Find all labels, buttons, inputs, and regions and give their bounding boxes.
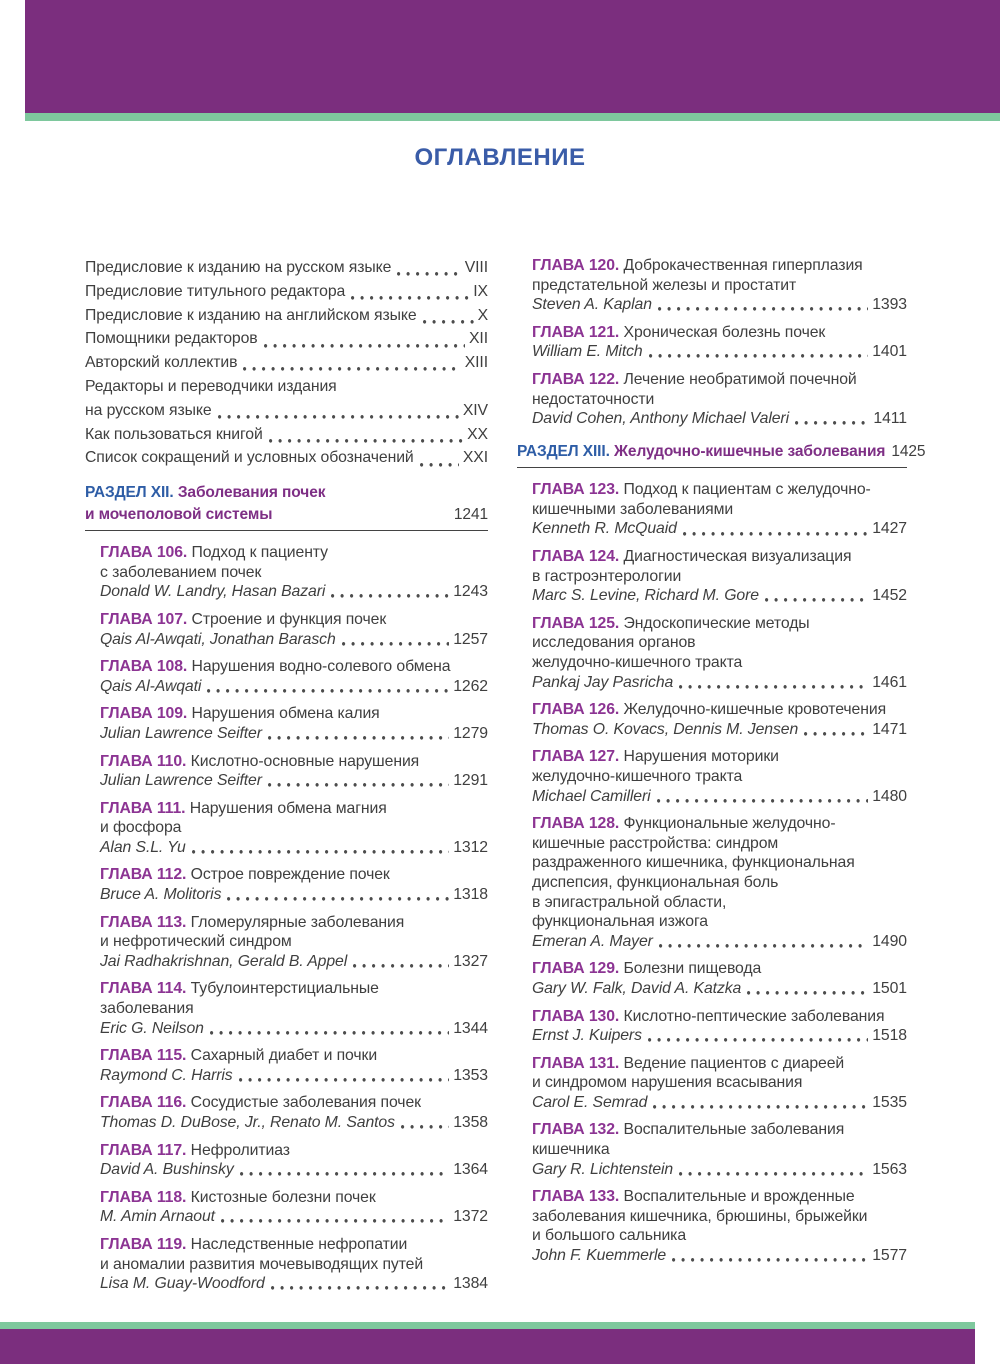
dot-leader	[423, 304, 474, 328]
section-rule	[517, 467, 907, 468]
chapter-page-number: 1384	[453, 1275, 488, 1293]
section-page-number: 1241	[453, 505, 488, 523]
dot-leader	[271, 1274, 450, 1294]
toc-line	[100, 1019, 488, 1039]
toc-line	[532, 673, 907, 693]
chapter-title-line: ГЛАВА 108. Нарушения водно-солевого обмена	[100, 658, 451, 676]
chapter-number: ГЛАВА 111.	[100, 799, 190, 817]
chapter-entry	[517, 547, 907, 606]
front-entry-label: Предисловие к изданию на русском языке	[85, 259, 392, 276]
toc-line	[100, 724, 488, 744]
chapter-page-number: 1372	[453, 1208, 488, 1226]
chapter-author: David Cohen, Anthony Michael Valeri	[532, 410, 789, 428]
chapter-entry	[85, 979, 488, 1038]
chapter-title-line: ГЛАВА 125. Эндоскопические методы	[532, 614, 810, 632]
dot-leader	[658, 295, 868, 315]
dot-leader	[353, 952, 449, 972]
chapter-title-line: заболевания кишечника, брюшины, брыжейки	[532, 1207, 868, 1225]
dot-leader	[351, 280, 469, 304]
chapter-number: ГЛАВА 120.	[532, 257, 624, 274]
front-entry-label: Как пользоваться книгой	[85, 425, 263, 443]
chapter-page-number: 1262	[453, 677, 488, 695]
chapter-entry	[85, 1235, 488, 1294]
chapter-author: John F. Kuemmerle	[532, 1247, 667, 1265]
toc-line	[532, 1026, 907, 1046]
chapter-page-number: 1427	[872, 520, 907, 538]
toc-column-left	[85, 256, 488, 1302]
toc-line	[85, 280, 488, 304]
page-number: VIII	[464, 259, 488, 276]
section-first-line	[517, 441, 885, 463]
chapter-page-number: 1312	[453, 838, 488, 856]
chapter-page-number: 1358	[453, 1114, 488, 1132]
chapter-author: Qais Al-Awqati	[100, 677, 202, 695]
dot-leader	[207, 677, 449, 697]
chapter-author: Steven A. Kaplan	[532, 296, 652, 314]
chapter-author: Michael Camilleri	[532, 787, 651, 805]
chapter-entry	[517, 370, 907, 429]
section-title-line	[85, 482, 488, 504]
chapter-page-number: 1480	[872, 787, 907, 805]
chapter-title-line: в эпигастральной области,	[532, 893, 727, 911]
chapter-page-number: 1364	[453, 1161, 488, 1179]
toc-line	[532, 295, 907, 315]
chapter-title-line: ГЛАВА 131. Ведение пациентов с диареей	[532, 1054, 845, 1072]
section-number: РАЗДЕЛ XIII.	[517, 442, 615, 460]
chapter-entry	[517, 480, 907, 539]
toc-line	[532, 342, 907, 362]
chapter-number: ГЛАВА 118.	[100, 1188, 191, 1206]
dot-leader	[747, 979, 868, 999]
chapter-number: ГЛАВА 108.	[100, 658, 192, 676]
section-title: и мочеполовой системы	[85, 505, 273, 523]
toc-line	[85, 399, 488, 423]
toc-line	[100, 952, 488, 972]
chapter-title-line: ГЛАВА 115. Сахарный диабет и почки	[100, 1047, 378, 1065]
chapter-number: ГЛАВА 122.	[532, 370, 624, 388]
chapter-author: Donald W. Landry, Hasan Bazari	[100, 583, 326, 601]
toc-line	[85, 446, 488, 470]
chapter-author: Gary W. Falk, David A. Katzka	[532, 979, 742, 997]
toc-line	[85, 423, 488, 447]
page-number: XIII	[464, 354, 488, 372]
dot-leader	[679, 1160, 868, 1180]
chapter-page-number: 1243	[453, 583, 488, 601]
dot-leader	[227, 885, 449, 905]
chapter-entry	[85, 913, 488, 972]
dot-leader	[342, 630, 450, 650]
chapter-title-line: ГЛАВА 120. Доброкачественная гиперплазия	[532, 257, 863, 274]
chapter-title-line: ГЛАВА 121. Хроническая болезнь почек	[532, 323, 826, 341]
chapter-author: Marc S. Levine, Richard M. Gore	[532, 587, 759, 605]
chapter-number: ГЛАВА 119.	[100, 1235, 191, 1253]
chapter-author: Alan S.L. Yu	[100, 838, 186, 856]
chapter-number: ГЛАВА 121.	[532, 323, 624, 341]
chapter-entry	[85, 752, 488, 791]
toc-line	[532, 519, 907, 539]
chapter-author: Eric G. Neilson	[100, 1019, 204, 1037]
chapter-title-line: функциональная изжога	[532, 913, 708, 931]
chapter-number: ГЛАВА 133.	[532, 1188, 624, 1206]
toc-line	[100, 1207, 488, 1227]
chapter-page-number: 1344	[453, 1019, 488, 1037]
toc-line	[85, 327, 488, 351]
toc-line	[532, 720, 907, 740]
section-number: РАЗДЕЛ XII.	[85, 484, 178, 502]
chapter-page-number: 1461	[872, 673, 907, 691]
chapter-author: Qais Al-Awqati, Jonathan Barasch	[100, 630, 336, 648]
dot-leader	[649, 342, 869, 362]
chapter-number: ГЛАВА 113.	[100, 913, 191, 931]
chapter-title-line: и большого сальника	[532, 1227, 687, 1245]
chapter-title-line: ГЛАВА 126. Желудочно-кишечные кровотечения	[532, 701, 887, 719]
chapter-entry	[517, 700, 907, 739]
chapter-author: Pankaj Jay Pasricha	[532, 673, 674, 691]
chapter-number: ГЛАВА 127.	[532, 748, 624, 766]
chapter-entry	[85, 657, 488, 696]
chapter-title-line: ГЛАВА 122. Лечение необратимой почечной	[532, 370, 857, 388]
chapter-page-number: 1353	[453, 1066, 488, 1084]
chapter-page-number: 1518	[872, 1027, 907, 1045]
chapter-number: ГЛАВА 114.	[100, 980, 191, 998]
chapter-page-number: 1327	[453, 952, 488, 970]
page-number: XX	[467, 425, 488, 443]
chapter-entry	[517, 614, 907, 692]
chapter-number: ГЛАВА 125.	[532, 614, 624, 632]
toc-line	[517, 441, 926, 463]
chapter-title-line: в гастроэнтерологии	[532, 567, 682, 585]
dot-leader	[420, 446, 459, 470]
chapter-title-line: предстательной железы и простатит	[532, 276, 797, 294]
chapter-page-number: 1563	[872, 1160, 907, 1178]
footer-accent-line	[0, 1322, 975, 1329]
chapter-author: Carol E. Semrad	[532, 1093, 648, 1111]
chapter-title-line: диспепсия, функциональная боль	[532, 873, 779, 891]
page-title: ОГЛАВЛЕНИЕ	[414, 144, 586, 171]
toc-line	[532, 787, 907, 807]
chapter-title-line: и фосфора	[100, 819, 182, 837]
toc-line	[532, 409, 907, 429]
chapter-title-line: кишечными заболеваниями	[532, 500, 734, 518]
chapter-entry	[85, 610, 488, 649]
chapter-number: ГЛАВА 131.	[532, 1054, 624, 1072]
page-number: XXI	[462, 449, 488, 467]
chapter-title-line: ГЛАВА 129. Болезни пищевода	[532, 960, 762, 978]
dot-leader	[218, 399, 459, 423]
toc-line	[100, 885, 488, 905]
dot-leader	[679, 673, 868, 693]
front-entry-label: Список сокращений и условных обозначений	[85, 449, 414, 467]
chapter-page-number: 1401	[872, 343, 907, 361]
chapter-entry	[517, 747, 907, 806]
chapter-entry	[517, 256, 907, 315]
chapter-number: ГЛАВА 129.	[532, 960, 624, 978]
toc-front-entry	[85, 280, 488, 304]
section-rule	[85, 530, 488, 531]
chapter-title-line: и синдромом нарушения всасывания	[532, 1074, 803, 1092]
dot-leader	[672, 1246, 868, 1266]
toc-front-entry	[85, 423, 488, 447]
toc-line	[100, 582, 488, 602]
chapter-entry	[85, 799, 488, 858]
chapter-number: ГЛАВА 130.	[532, 1007, 624, 1025]
dot-leader	[240, 1160, 450, 1180]
dot-leader	[683, 519, 868, 539]
dot-leader	[401, 1113, 449, 1133]
dot-leader	[192, 838, 450, 858]
chapter-page-number: 1279	[453, 724, 488, 742]
chapter-entry	[517, 814, 907, 951]
header-bar	[25, 0, 1000, 113]
chapter-title-line: ГЛАВА 116. Сосудистые заболевания почек	[100, 1094, 421, 1112]
toc-front-entry	[85, 351, 488, 375]
chapter-title-line: ГЛАВА 114. Тубулоинтерстициальные	[100, 980, 379, 998]
dot-leader	[795, 409, 869, 429]
dot-leader	[331, 582, 449, 602]
chapter-author: Thomas D. DuBose, Jr., Renato M. Santos	[100, 1114, 395, 1132]
chapter-entry	[85, 1188, 488, 1227]
section-page-number: 1425	[891, 442, 926, 460]
chapter-entry	[85, 1093, 488, 1132]
chapter-title-line: ГЛАВА 127. Нарушения моторики	[532, 748, 779, 766]
chapter-author: Gary R. Lichtenstein	[532, 1160, 674, 1178]
chapter-author: Julian Lawrence Seifter	[100, 772, 262, 790]
toc-line	[532, 586, 907, 606]
chapter-author: Ernst J. Kuipers	[532, 1027, 642, 1045]
chapter-title-line: желудочно-кишечного тракта	[532, 767, 743, 785]
chapter-number: ГЛАВА 109.	[100, 705, 192, 723]
chapter-title-line: ГЛАВА 128. Функциональные желудочно-	[532, 815, 836, 833]
chapter-title-line: ГЛАВА 112. Острое повреждение почек	[100, 866, 390, 884]
chapter-entry	[85, 1046, 488, 1085]
chapter-title-line: ГЛАВА 110. Кислотно-основные нарушения	[100, 752, 420, 770]
dot-leader	[648, 1026, 868, 1046]
chapter-number: ГЛАВА 115.	[100, 1047, 191, 1065]
header-accent-line	[25, 113, 1000, 121]
chapter-page-number: 1471	[872, 720, 907, 738]
page-number: IX	[473, 282, 488, 300]
chapter-title-line: желудочно-кишечного тракта	[532, 654, 743, 671]
toc-line	[100, 677, 488, 697]
chapter-entry	[85, 543, 488, 602]
chapter-number: ГЛАВА 112.	[100, 866, 191, 884]
toc-line	[532, 979, 907, 999]
chapter-title-line: заболевания	[100, 1000, 194, 1018]
front-entry-label: Помощники редакторов	[85, 330, 258, 348]
front-entry-label: Предисловие к изданию на английском языке	[85, 306, 417, 324]
toc-front-entry	[85, 446, 488, 470]
chapter-author: Raymond C. Harris	[100, 1066, 233, 1084]
chapter-title-line: ГЛАВА 123. Подход к пациентам с желудочно-	[532, 481, 871, 499]
chapter-entry	[517, 1054, 907, 1113]
dot-leader	[268, 724, 449, 744]
chapter-title-line: ГЛАВА 124. Диагностическая визуализация	[532, 548, 852, 566]
toc-column-right	[517, 256, 926, 1274]
page-number: X	[477, 306, 488, 324]
toc-line	[100, 771, 488, 791]
chapter-page-number: 1490	[872, 932, 907, 950]
chapter-title-line: кишечника	[532, 1141, 610, 1159]
chapter-title-line: и нефротический синдром	[100, 933, 292, 951]
chapter-entry	[85, 704, 488, 743]
chapter-number: ГЛАВА 117.	[100, 1141, 191, 1159]
chapter-author: Jai Radhakrishnan, Gerald B. Appel	[100, 952, 348, 970]
chapter-author: Thomas O. Kovacs, Dennis M. Jensen	[532, 720, 799, 738]
chapter-entry	[517, 959, 907, 998]
dot-leader	[221, 1207, 449, 1227]
chapter-entry	[517, 1007, 907, 1046]
chapter-author: M. Amin Arnaout	[100, 1208, 215, 1226]
front-entry-label: на русском языке	[85, 401, 212, 419]
chapter-page-number: 1411	[873, 410, 907, 428]
front-entry-label: Редакторы и переводчики издания	[85, 377, 337, 395]
toc-line	[100, 1066, 488, 1086]
dot-leader	[239, 1066, 450, 1086]
chapter-number: ГЛАВА 110.	[100, 752, 191, 770]
chapter-title-line: и аномалии развития мочевыводящих путей	[100, 1255, 424, 1273]
chapter-entry	[517, 1187, 907, 1265]
chapter-entry	[517, 323, 907, 362]
chapter-title-line: ГЛАВА 130. Кислотно-пептические заболевания	[532, 1007, 885, 1025]
toc-front-entry	[85, 256, 488, 280]
dot-leader	[659, 932, 868, 952]
chapter-title-line: исследования органов	[532, 634, 696, 652]
chapter-title-line: ГЛАВА 133. Воспалительные и врожденные	[532, 1188, 855, 1206]
toc-line	[85, 351, 488, 375]
chapter-page-number: 1291	[453, 772, 488, 790]
chapter-number: ГЛАВА 126.	[532, 701, 624, 719]
chapter-page-number: 1318	[453, 886, 488, 904]
dot-leader	[243, 351, 460, 375]
toc-line	[532, 1246, 907, 1266]
chapter-title-line: ГЛАВА 106. Подход к пациенту	[100, 544, 328, 562]
toc-line	[100, 630, 488, 650]
chapter-number: ГЛАВА 124.	[532, 548, 624, 566]
dot-leader	[397, 256, 460, 280]
toc-line	[100, 838, 488, 858]
section-header	[517, 441, 926, 469]
footer-bar	[0, 1329, 975, 1364]
chapter-number: ГЛАВА 132.	[532, 1121, 624, 1139]
dot-leader	[653, 1093, 868, 1113]
chapter-title-line: ГЛАВА 119. Наследственные нефропатии	[100, 1235, 408, 1253]
chapter-number: ГЛАВА 106.	[100, 544, 192, 562]
chapter-entry	[85, 865, 488, 904]
toc-line	[532, 1160, 907, 1180]
toc-front-entry	[85, 327, 488, 351]
chapter-title-line: ГЛАВА 107. Строение и функция почек	[100, 610, 387, 628]
chapter-title-line: кишечные расстройства: синдром	[532, 834, 779, 852]
chapter-number: ГЛАВА 116.	[100, 1094, 191, 1112]
chapter-page-number: 1535	[872, 1093, 907, 1111]
dot-leader	[804, 720, 868, 740]
section-header	[85, 482, 488, 531]
chapter-page-number: 1452	[872, 587, 907, 605]
dot-leader	[268, 771, 449, 791]
chapter-title-line: недостаточности	[532, 390, 655, 408]
chapter-title-line: ГЛАВА 118. Кистозные болезни почек	[100, 1188, 376, 1206]
dot-leader	[269, 423, 463, 447]
dot-leader	[657, 787, 869, 807]
chapter-author: Emeran A. Mayer	[532, 932, 653, 950]
chapter-entry	[85, 1141, 488, 1180]
chapter-number: ГЛАВА 123.	[532, 481, 624, 499]
chapter-title-line: ГЛАВА 111. Нарушения обмена магния	[100, 799, 387, 817]
chapter-number: ГЛАВА 128.	[532, 815, 624, 833]
section-first-line	[85, 484, 325, 501]
chapter-author: Julian Lawrence Seifter	[100, 724, 262, 742]
chapter-title-line: раздраженного кишечника, функциональная	[532, 854, 855, 872]
toc-line	[100, 1274, 488, 1294]
section-title: Заболевания почек	[177, 484, 326, 502]
dot-leader	[264, 327, 465, 351]
chapter-author: William E. Mitch	[532, 343, 643, 361]
page-number: XIV	[462, 401, 488, 419]
toc-line	[532, 932, 907, 952]
toc-front-entry	[85, 304, 488, 328]
page-number: XII	[468, 330, 488, 348]
toc-line	[85, 256, 488, 280]
chapter-title-line: ГЛАВА 132. Воспалительные заболевания	[532, 1121, 845, 1139]
toc-line	[85, 304, 488, 328]
chapter-number: ГЛАВА 107.	[100, 610, 192, 628]
chapter-title-line: ГЛАВА 109. Нарушения обмена калия	[100, 705, 380, 723]
dot-leader	[765, 586, 868, 606]
chapter-page-number: 1577	[872, 1247, 907, 1265]
chapter-author: Lisa M. Guay-Woodford	[100, 1275, 265, 1293]
chapter-author: Bruce A. Molitoris	[100, 886, 222, 904]
chapter-author: Kenneth R. McQuaid	[532, 520, 677, 538]
toc-line	[100, 1160, 488, 1180]
section-title: Желудочно-кишечные заболевания	[614, 442, 886, 460]
chapter-page-number: 1257	[453, 630, 488, 648]
front-entry-label: Авторский коллектив	[85, 354, 238, 372]
chapter-page-number: 1393	[872, 296, 907, 314]
front-entry-label: Предисловие титульного редактора	[85, 282, 346, 300]
dot-leader	[210, 1019, 449, 1039]
toc-line	[100, 1113, 488, 1133]
chapter-entry	[517, 1120, 907, 1179]
chapter-title-line: с заболеванием почек	[100, 563, 262, 581]
chapter-page-number: 1501	[872, 979, 907, 997]
toc-front-entry	[85, 375, 488, 423]
chapter-title-line: ГЛАВА 117. Нефролитиаз	[100, 1141, 290, 1159]
toc-line	[532, 1093, 907, 1113]
chapter-title-line: ГЛАВА 113. Гломерулярные заболевания	[100, 913, 405, 931]
chapter-author: David A. Bushinsky	[100, 1161, 234, 1179]
spacer	[272, 504, 454, 526]
toc-line	[85, 504, 488, 526]
